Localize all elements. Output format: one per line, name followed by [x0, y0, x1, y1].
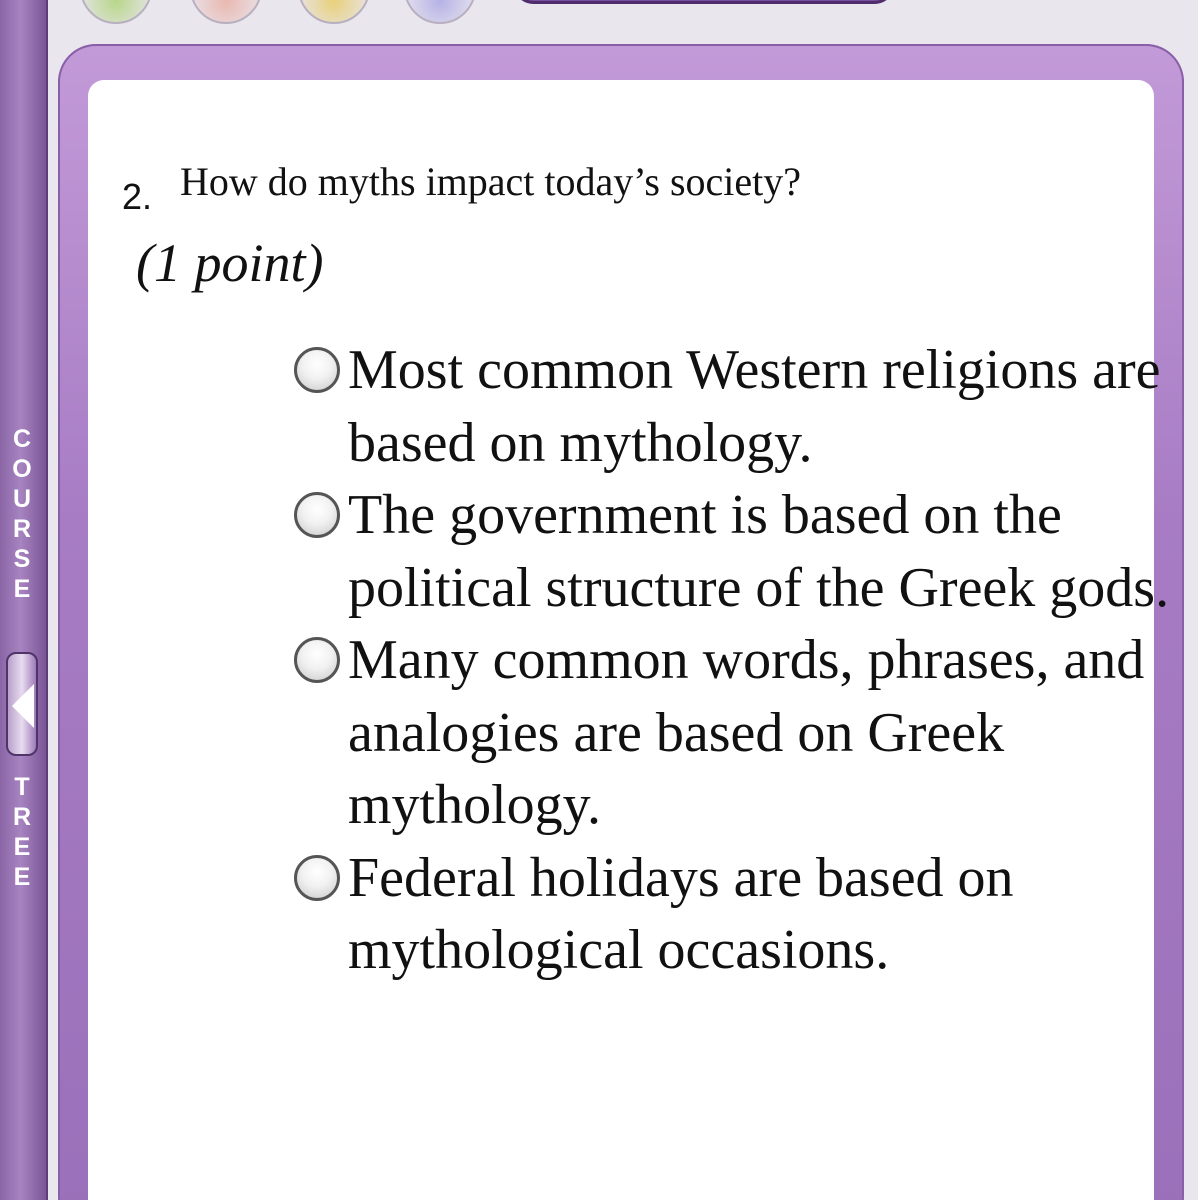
rail-letter: C — [12, 425, 32, 453]
rail-letter: R — [12, 515, 32, 543]
rail-letter: R — [12, 803, 32, 831]
answer-option[interactable] — [294, 334, 1174, 479]
question-text: How do myths impact today’s society? — [180, 159, 802, 204]
answer-option-label: Many common words, phrases, and analogies are based on Greek mythology. — [348, 629, 1145, 836]
radio-button[interactable] — [294, 855, 340, 901]
rail-letter: O — [12, 455, 32, 483]
rail-letter: E — [13, 863, 31, 891]
answer-option[interactable] — [294, 624, 1174, 842]
toolbar-globe-icon[interactable] — [404, 0, 476, 24]
course-tree-toggle-button[interactable] — [6, 652, 38, 756]
answer-option-label: The government is based on the political structure of the Greek gods. — [348, 484, 1170, 619]
answer-option[interactable] — [294, 479, 1174, 624]
question-points: (1 point) — [136, 233, 324, 293]
course-tree-label-top — [0, 424, 44, 604]
collapse-arrow-icon — [12, 684, 34, 728]
toolbar-home-icon[interactable] — [80, 0, 152, 24]
rail-letter: T — [14, 773, 30, 801]
toolbar-active-tab[interactable] — [512, 0, 896, 4]
rail-letter: E — [13, 833, 31, 861]
rail-letter: U — [12, 485, 32, 513]
course-tree-label-bottom — [0, 772, 44, 892]
answer-options — [294, 334, 1174, 987]
toolbar-folder-icon[interactable] — [298, 0, 370, 24]
answer-option[interactable] — [294, 842, 1174, 987]
radio-button[interactable] — [294, 347, 340, 393]
toolbar-mail-icon[interactable] — [190, 0, 262, 24]
radio-button[interactable] — [294, 637, 340, 683]
answer-option-label: Most common Western religions are based on mythology. — [348, 339, 1161, 474]
rail-letter: S — [13, 545, 31, 573]
course-tree-rail[interactable] — [0, 0, 48, 1200]
question-number: 2. — [122, 176, 153, 217]
radio-button[interactable] — [294, 492, 340, 538]
rail-letter: E — [13, 575, 31, 603]
answer-option-label: Federal holidays are based on mythological occasions. — [348, 846, 1014, 981]
